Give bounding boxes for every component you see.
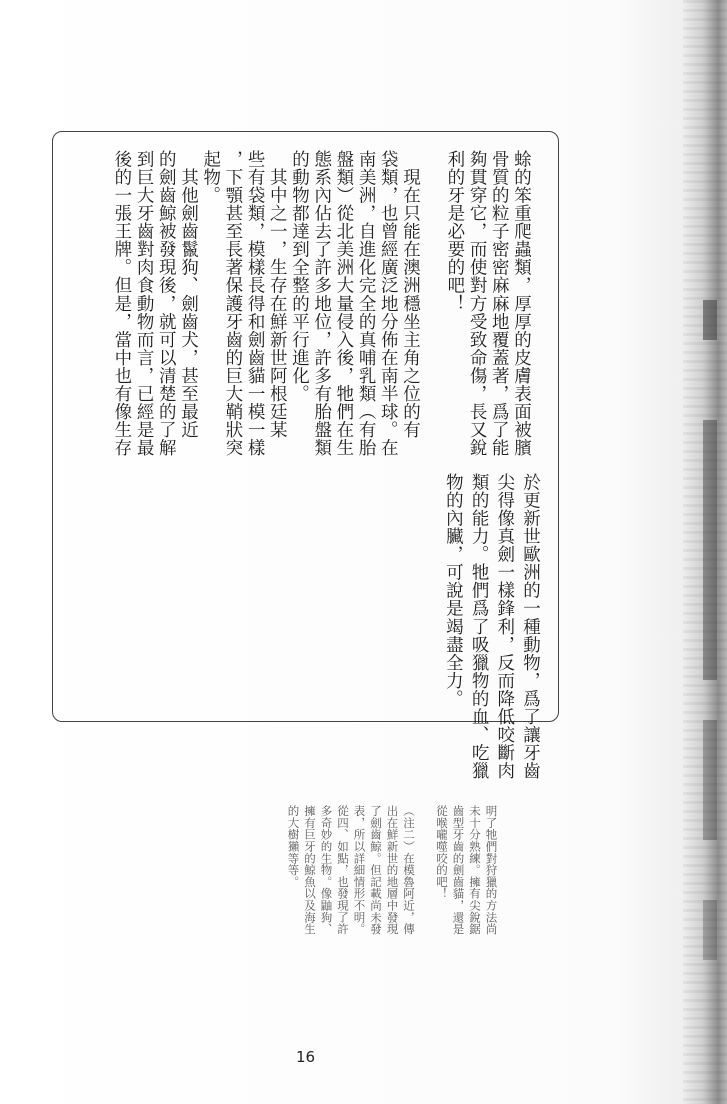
footnote-column: 明了牠們對狩獵的方法尚 <box>484 805 499 935</box>
page-number: 16 <box>296 1048 316 1066</box>
text-column: 其他劍齒鬣狗、劍齒犬，甚至最近 <box>178 150 199 439</box>
text-column: 些有袋類，模樣長得和劍齒貓一模一樣 <box>245 150 266 457</box>
footnote-column: 出在鮮新世的地層中發現 <box>385 805 400 935</box>
footnote-column: 齒型牙齒的劍齒貓，還是 <box>451 805 466 935</box>
footnote-column: 擁有巨牙的鯨魚以及海生 <box>303 805 317 935</box>
text-column: 夠貫穿它，而使對方受致命傷，長又銳 <box>467 150 488 457</box>
footnote-column: （注二）在模魯阿近，傳 <box>402 805 416 935</box>
text-column: ，下顎甚至長著保護牙齒的巨大鞘狀突 <box>222 150 243 457</box>
footnote-column: 表，所以詳細情形不明。 <box>352 805 367 935</box>
text-column: 蜍的笨重爬蟲類，厚厚的皮膚表面被臏 <box>511 150 532 457</box>
book-spine-shadow <box>683 0 727 1104</box>
footnote-column: 從四、如點，也發現了許 <box>336 805 350 935</box>
text-column: 後的一張王牌。但是，當中也有像生存 <box>111 150 132 457</box>
text-column: 骨質的粒子密密麻麻地覆蓋著，爲了能 <box>489 150 510 457</box>
text-column: 其中之一，生存在鮮新世阿根廷某 <box>267 150 288 439</box>
footnote-column: 了劍齒鯨。但記載尚未發 <box>369 805 383 935</box>
text-column: 盤類）從北美洲大量侵入後，牠們在生 <box>333 150 354 457</box>
text-column: 南美洲，自進化完全的真哺乳類（有胎 <box>356 150 377 457</box>
footnote-column: 的大樹獺等等。 <box>286 805 301 888</box>
text-column: 的動物都達到全整的平行進化。 <box>289 150 310 403</box>
text-column: 袋類，也曾經廣泛地分佈在南半球。在 <box>378 150 399 457</box>
text-column: 的劍齒鯨被發現後，就可以清楚的了解 <box>156 150 177 457</box>
text-column: 於更新世歐洲的一種動物，爲了讓牙齒 <box>520 473 541 780</box>
footnote-column: 多奇妙的生物。像鼬狗、 <box>319 805 334 935</box>
text-column: 類的能力。牠們爲了吸獵物的血、吃獵 <box>469 473 490 780</box>
text-column: 物的內臟，可說是竭盡全力。 <box>443 473 464 708</box>
text-column: 起物。 <box>200 150 221 205</box>
footnote-column: 未十分熟練。擁有尖銳鋸 <box>468 805 482 935</box>
text-column: 態系內佔去了許多地位，許多有胎盤類 <box>311 150 332 457</box>
footnote-column: 從喉嚨噬咬的吧！ <box>435 805 449 900</box>
text-column: 利的牙是必要的吧！ <box>444 150 465 313</box>
text-column: 尖得像真劍一樣鋒利，反而降低咬斷肉 <box>494 473 515 780</box>
text-column: 到巨大牙齒對肉食動物而言，已經是最 <box>134 150 155 457</box>
text-column: 現在只能在澳洲穩坐主角之位的有 <box>400 150 421 439</box>
